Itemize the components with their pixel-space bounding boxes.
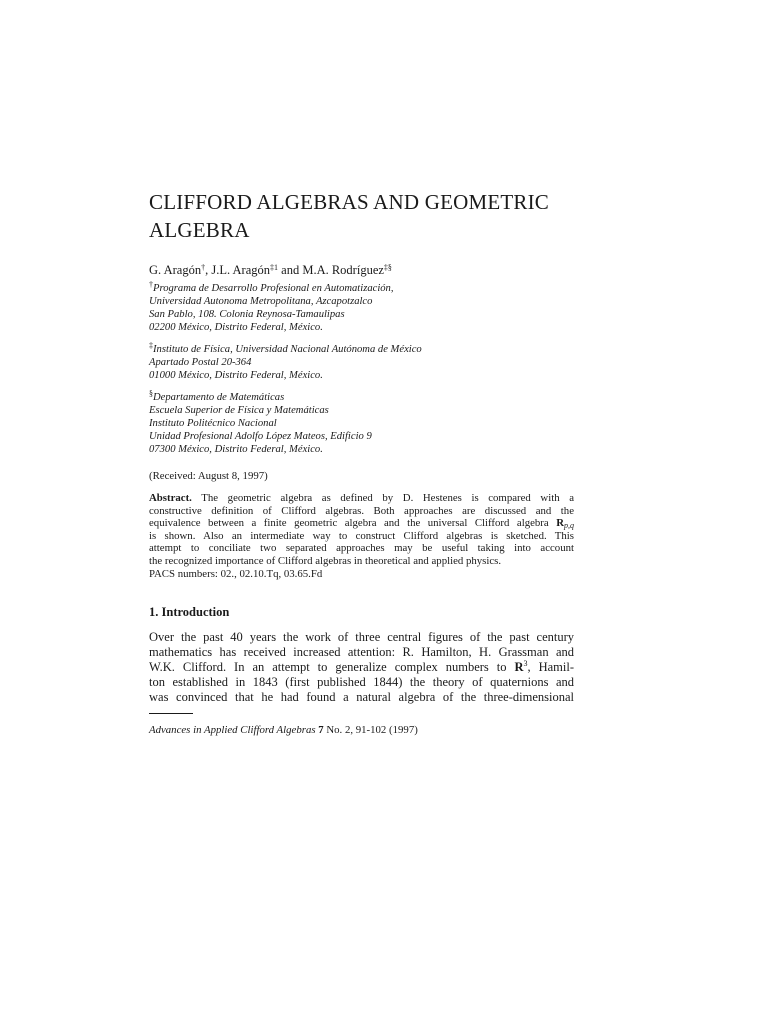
math-subscript: p,q <box>564 521 574 531</box>
journal-issue: No. 2, 91-102 (1997) <box>323 724 418 736</box>
affiliation-mark: ‡ <box>149 341 153 350</box>
author-mark: † <box>201 263 206 272</box>
affiliation-line: 07300 México, Distrito Federal, México. <box>149 444 323 455</box>
author-name: G. Aragón <box>149 263 202 277</box>
author-list <box>149 262 392 278</box>
affiliation-block <box>149 282 394 334</box>
author-mark: ‡1 <box>270 263 279 272</box>
abstract <box>149 492 574 580</box>
affiliation-line: Apartado Postal 20-364 <box>149 357 252 368</box>
author-separator: , <box>205 263 212 277</box>
affiliation-line: Universidad Autonoma Metropolitana, Azcapotzalco <box>149 296 373 307</box>
intro-paragraph <box>149 630 574 705</box>
paragraph-line: ton established in 1843 (first published 1844) the theory of quaternions and <box>149 675 574 689</box>
paragraph-line: Over the past 40 years the work of three central figures of the past century <box>149 630 574 644</box>
abstract-line: attempt to conciliate two separated approaches may be useful taking into account <box>149 542 574 555</box>
affiliation-line: San Pablo, 108. Colonia Reynosa-Tamaulipas <box>149 309 345 320</box>
title-line-2: ALGEBRA <box>149 218 250 242</box>
affiliation-line: 01000 México, Distrito Federal, México. <box>149 370 323 381</box>
affiliation-line: Unidad Profesional Adolfo López Mateos, Edificio 9 <box>149 431 372 442</box>
abstract-line: equivalence between a finite geometric algebra and the universal Clifford algebra $R_{p,q}$ <box>149 517 574 531</box>
affiliation-line: ‡Instituto de Física, Universidad Nacional Autónoma de México <box>149 341 422 355</box>
author-mark: ‡§ <box>383 263 392 272</box>
paper-title <box>149 188 574 244</box>
author-separator: and <box>278 263 303 277</box>
affiliation-block <box>149 343 422 382</box>
affiliation-line: Escuela Superior de Física y Matemáticas <box>149 405 329 416</box>
section-title: Introduction <box>161 605 230 619</box>
author-name: M.A. Rodríguez <box>302 263 384 277</box>
affiliation-line: †Programa de Desarrollo Profesional en Automatización, <box>149 280 394 294</box>
affiliation-line: §Departamento de Matemáticas <box>149 389 285 403</box>
affiliation-block <box>149 391 372 456</box>
affiliation-mark: § <box>149 389 153 398</box>
journal-volume: 7 <box>318 724 324 736</box>
title-line-1: CLIFFORD ALGEBRAS AND GEOMETRIC <box>149 190 549 214</box>
math-superscript: 3 <box>523 659 528 668</box>
paragraph-line: W.K. Clifford. In an attempt to generalize complex numbers to $R^3$, Hamil- <box>149 659 574 674</box>
section-number: 1. <box>149 605 159 619</box>
pacs-numbers: PACS numbers: 02., 02.10.Tq, 03.65.Fd <box>149 567 323 580</box>
abstract-line: constructive definition of Clifford algebras. Both approaches are discussed and the <box>149 504 574 517</box>
abstract-line: is shown. Also an intermediate way to construct Clifford algebras is sketched. This <box>149 529 574 542</box>
abstract-line: Abstract. The geometric algebra as defined by D. Hestenes is compared with a <box>149 492 574 504</box>
footnote-rule <box>149 713 193 714</box>
abstract-line: the recognized importance of Clifford algebras in theoretical and applied physics. <box>149 554 502 567</box>
math-symbol-R: R <box>514 660 524 674</box>
abstract-label: Abstract. <box>149 492 192 504</box>
author-name: J.L. Aragón <box>211 263 271 277</box>
paragraph-line: was convinced that he had found a natural algebra of the three-dimensional <box>149 690 574 704</box>
received-date: (Received: August 8, 1997) <box>149 470 268 482</box>
math-symbol-R: R <box>556 517 564 530</box>
journal-name: Advances in Applied Clifford Algebras <box>149 724 316 736</box>
affiliation-line: Instituto Politécnico Nacional <box>149 418 277 429</box>
section-heading <box>149 604 229 620</box>
paragraph-line: mathematics has received increased attention: R. Hamilton, H. Grassman and <box>149 645 574 659</box>
footnote <box>149 723 418 737</box>
affiliation-mark: † <box>149 280 153 289</box>
affiliation-line: 02200 México, Distrito Federal, México. <box>149 322 323 333</box>
